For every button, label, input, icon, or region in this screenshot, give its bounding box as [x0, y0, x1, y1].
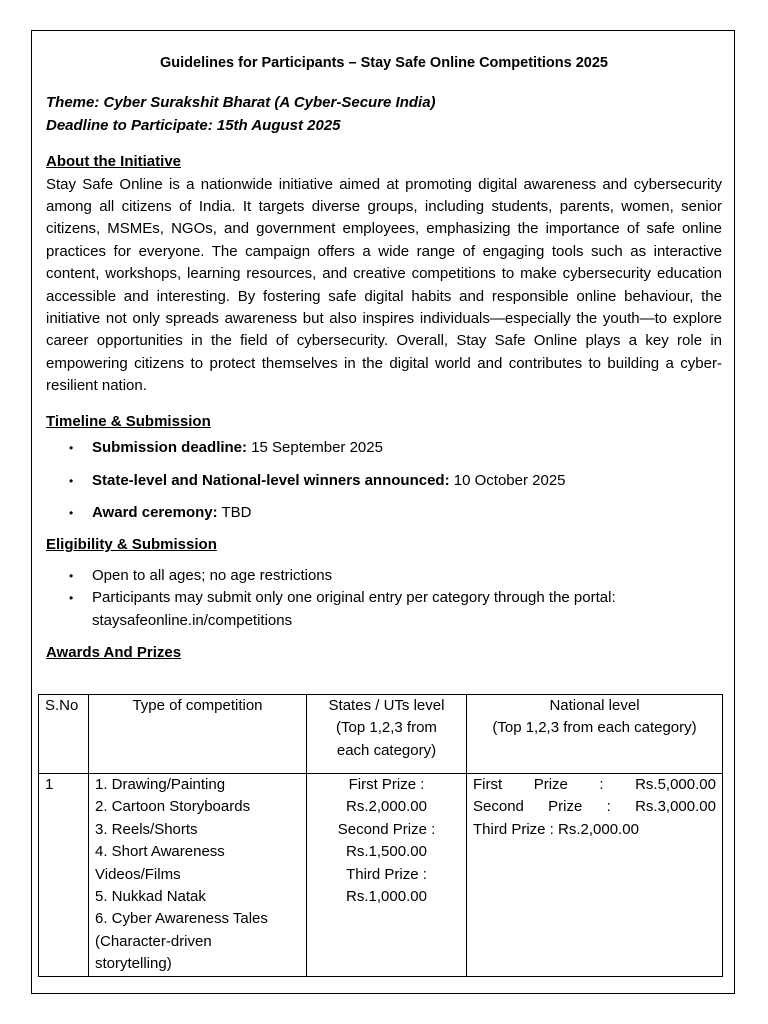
document-title: Guidelines for Participants – Stay Safe Online Competitions 2025: [159, 55, 608, 71]
prize-line: Third Prize :: [346, 865, 427, 883]
item-value: 15 September 2025: [247, 439, 383, 457]
prize-word: First: [473, 776, 503, 793]
prize-word: Prize: [548, 798, 583, 816]
cell-national-prizes: [467, 774, 723, 977]
type-line: (Character-driven: [95, 932, 212, 950]
list-item: [92, 587, 722, 632]
type-line: storytelling): [95, 955, 172, 973]
eligibility-list: [46, 565, 722, 632]
timeline-heading: Timeline & Submission: [46, 412, 211, 430]
header-sno: S.No: [39, 695, 89, 774]
prize-line: Third Prize : Rs.2,000.00: [473, 820, 639, 838]
deadline-line: Deadline to Participate: 15th August 2025: [46, 116, 341, 134]
portal-link[interactable]: staysafeonline.in/competitions: [92, 611, 293, 629]
prize-word: Prize: [533, 776, 568, 793]
header-national: [467, 695, 723, 774]
table-header-row: [39, 695, 723, 774]
type-line: 1. Drawing/Painting: [95, 776, 226, 793]
prize-line: Second Prize :: [337, 820, 436, 838]
item-value: 10 October 2025: [449, 471, 566, 489]
item-text: Participants may submit only one original entry per category through the portal:: [92, 589, 616, 607]
about-heading: About the Initiative: [46, 153, 181, 171]
header-line: States / UTs level: [328, 697, 445, 714]
list-item: • Open to all ages; no age restrictions: [92, 565, 722, 587]
document-body: [46, 50, 722, 664]
header-line: National level: [549, 697, 640, 714]
header-line: (Top 1,2,3 from: [336, 719, 437, 737]
theme-line: Theme: Cyber Surakshit Bharat (A Cyber-Secure India): [46, 94, 436, 112]
prize-line: [473, 796, 716, 818]
type-line: 3. Reels/Shorts: [95, 820, 198, 838]
list-item: [92, 470, 722, 492]
cell-types: [89, 774, 307, 977]
cell-sno: 1: [39, 774, 89, 977]
type-line: 5. Nukkad Natak: [95, 888, 206, 906]
prize-word: :: [599, 776, 604, 793]
item-label: State-level and National-level winners announced:: [92, 471, 450, 489]
prize-line: Rs.1,500.00: [346, 843, 427, 861]
type-line: 2. Cartoon Storyboards: [95, 798, 251, 816]
type-line: 6. Cyber Awareness Tales: [95, 910, 268, 928]
prize-line: [473, 774, 716, 796]
header-state: [307, 695, 467, 774]
prize-word: Second: [473, 798, 524, 816]
awards-table: [38, 694, 723, 977]
awards-heading: Awards And Prizes: [46, 643, 182, 661]
type-line: Videos/Films: [95, 865, 181, 883]
list-item: [92, 502, 722, 524]
header-line: each category): [336, 741, 437, 759]
eligibility-heading: Eligibility & Submission: [46, 536, 217, 554]
list-item: [92, 437, 722, 459]
prize-word: :: [606, 798, 611, 816]
header-line: (Top 1,2,3 from each category): [492, 719, 697, 737]
header-type: Type of competition: [89, 695, 307, 774]
item-label: Submission deadline:: [92, 439, 248, 457]
prize-line: Rs.2,000.00: [346, 798, 427, 816]
prize-line: Rs.1,000.00: [346, 888, 427, 906]
item-value: TBD: [217, 503, 252, 521]
timeline-list: [46, 437, 722, 524]
prize-amount: Rs.5,000.00: [635, 776, 716, 793]
type-line: 4. Short Awareness: [95, 843, 225, 861]
table-row: [39, 774, 723, 977]
prize-amount: Rs.3,000.00: [635, 798, 716, 816]
about-paragraph: Stay Safe Online is a nationwide initiative aimed at promoting digital awareness and cybersecurity among all citizens of India. It targets diverse groups, including students, parents, women, senior citizens, MSMEs, NGOs, and government employees, emphasizing the importance of safe online practices for everyone. The campaign offers a wide range of engaging tools such as interactive content, workshops, learning resources, and creative competitions to make cybersecurity education accessible and interesting. By fostering safe digital habits and responsible online behaviour, the initiative not only spreads awareness but also inspires individuals—especially the youth—to explore career opportunities in the field of cybersecurity. Overall, Stay Safe Online plays a key role in empowering citizens to protect themselves in the digital world and contributes to building a cyber-resilient nation.: [46, 175, 722, 395]
prize-line: First Prize :: [348, 776, 425, 793]
cell-state-prizes: [307, 774, 467, 977]
item-label: Award ceremony:: [92, 503, 218, 521]
